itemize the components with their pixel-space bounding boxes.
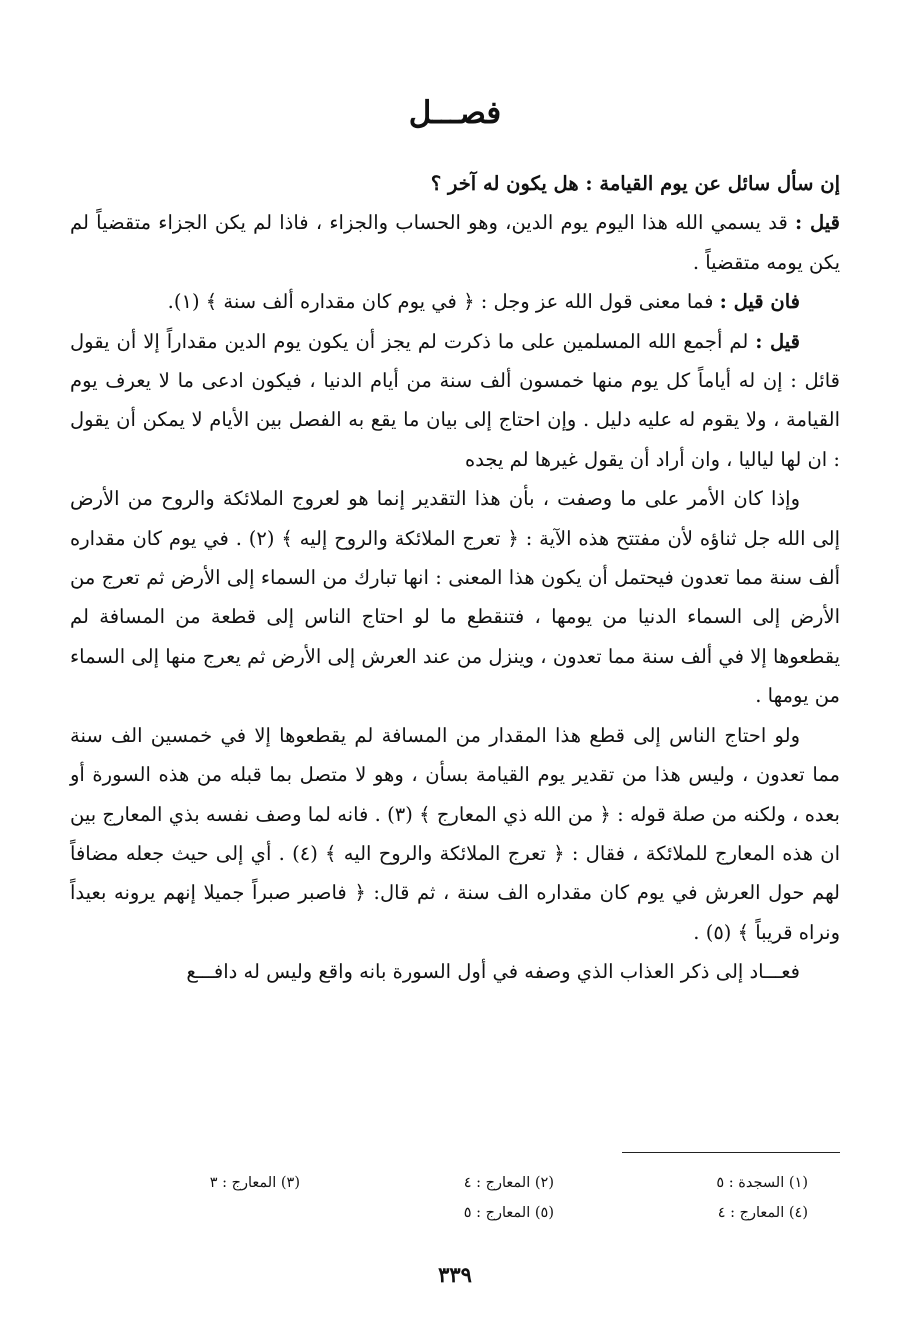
- paragraph: [70, 322, 840, 480]
- page-number: ٣٣٩: [438, 1262, 472, 1287]
- paragraph-lead: فان قيل :: [719, 290, 800, 314]
- paragraph-text: وإذا كان الأمر على ما وصفت ، بأن هذا التقدير إنما هو لعروج الملائكة والروح من الأرض إلى الله جل ثناؤه لأن مفتتح هذه الآية : ﴿ تعرج الملائكة والروح إليه ﴾ (٢) . في يوم كان مقداره ألف سنة مما تعدون فيحتمل أن يكون هذا المعنى : انها تبارك من السماء إلى الأرض ثم تعرج من الأرض إلى السماء الدنيا من يومها ، فتنقطع ما لو احتاج الناس إلى قطعة من المسافة لم يقطعوها إلا في ألف سنة مما تعدون ، وينزل من عند العرش إلى الأرض ثم يعرج منها إلى السماء من يومها .: [70, 487, 841, 708]
- paragraph: [70, 203, 840, 282]
- footnote: (٤) المعارج : ٤: [717, 1205, 808, 1221]
- footnotes: [70, 1168, 840, 1228]
- paragraph: [70, 952, 840, 991]
- paragraph-text: فما معنى قول الله عز وجل : ﴿ في يوم كان مقداره ألف سنة ﴾ (١).: [167, 290, 720, 314]
- paragraph-lead: إن سأل سائل عن يوم القيامة : هل يكون له آخر ؟: [430, 172, 840, 195]
- paragraph-text: فعـــاد إلى ذكر العذاب الذي وصفه في أول السورة بانه واقع وليس له دافـــع: [186, 960, 800, 984]
- paragraph: [70, 282, 840, 321]
- footnote: (٣) المعارج : ٣: [209, 1175, 300, 1191]
- footnote-divider: [622, 1152, 840, 1153]
- book-page: [70, 0, 840, 1342]
- paragraph-text: لم أجمع الله المسلمين على ما ذكرت لم يجز أن يكون يوم الدين مقداراً إلا أن يقول قائل : إن له أياماً كل يوم منها خمسون ألف سنة من أيام الدنيا ، فيكون ادعى ما لا يعرف يوم القيامة ، ولا يقوم له عليه دليل . وإن احتاج إلى بيان ما يقع به الفصل بين الأيام لا يمكن أن يقول : ان لها لياليا ، وان أراد أن يقول غيرها لم يجده: [70, 329, 840, 471]
- footnote: (٥) المعارج : ٥: [463, 1205, 554, 1221]
- footnote-row: [70, 1168, 840, 1198]
- paragraph-lead: قيل :: [755, 329, 800, 353]
- footnote-row: [70, 1198, 840, 1228]
- paragraph-text: قد يسمي الله هذا اليوم يوم الدين، وهو الحساب والجزاء ، فاذا لم يكن الجزاء متقضياً لم يكن يومه متقضياً .: [70, 211, 840, 274]
- footnote: (٢) المعارج : ٤: [463, 1175, 554, 1191]
- paragraph: [70, 164, 840, 203]
- section-title: فصـــل: [408, 95, 502, 131]
- footnote: (١) السجدة : ٥: [716, 1175, 808, 1191]
- main-text: [70, 164, 840, 992]
- paragraph: [70, 479, 840, 715]
- paragraph: [70, 716, 840, 952]
- paragraph-text: ولو احتاج الناس إلى قطع هذا المقدار من المسافة لم يقطعوها إلا في خمسين الف سنة مما تعدون ، وليس هذا من تقدير يوم القيامة بسأن ، وهو لا متصل بما قبله من هذه السورة أو بعده ، ولكنه من صلة قوله : ﴿ من الله ذي المعارج ﴾ (٣) . فانه لما وصف نفسه بذي المعارج بين ان هذه المعارج للملائكة ، فقال : ﴿ تعرج الملائكة والروح اليه ﴾ (٤) . أي إلى حيث جعله مضافاً لهم حول العرش في يوم كان مقداره الف سنة ، ثم قال: ﴿ فاصبر صبراً جميلا إنهم يرونه بعيداً ونراه قريباً ﴾ (٥) .: [70, 723, 840, 944]
- footnote: [130, 1198, 300, 1228]
- paragraph-lead: قيل :: [795, 211, 840, 235]
